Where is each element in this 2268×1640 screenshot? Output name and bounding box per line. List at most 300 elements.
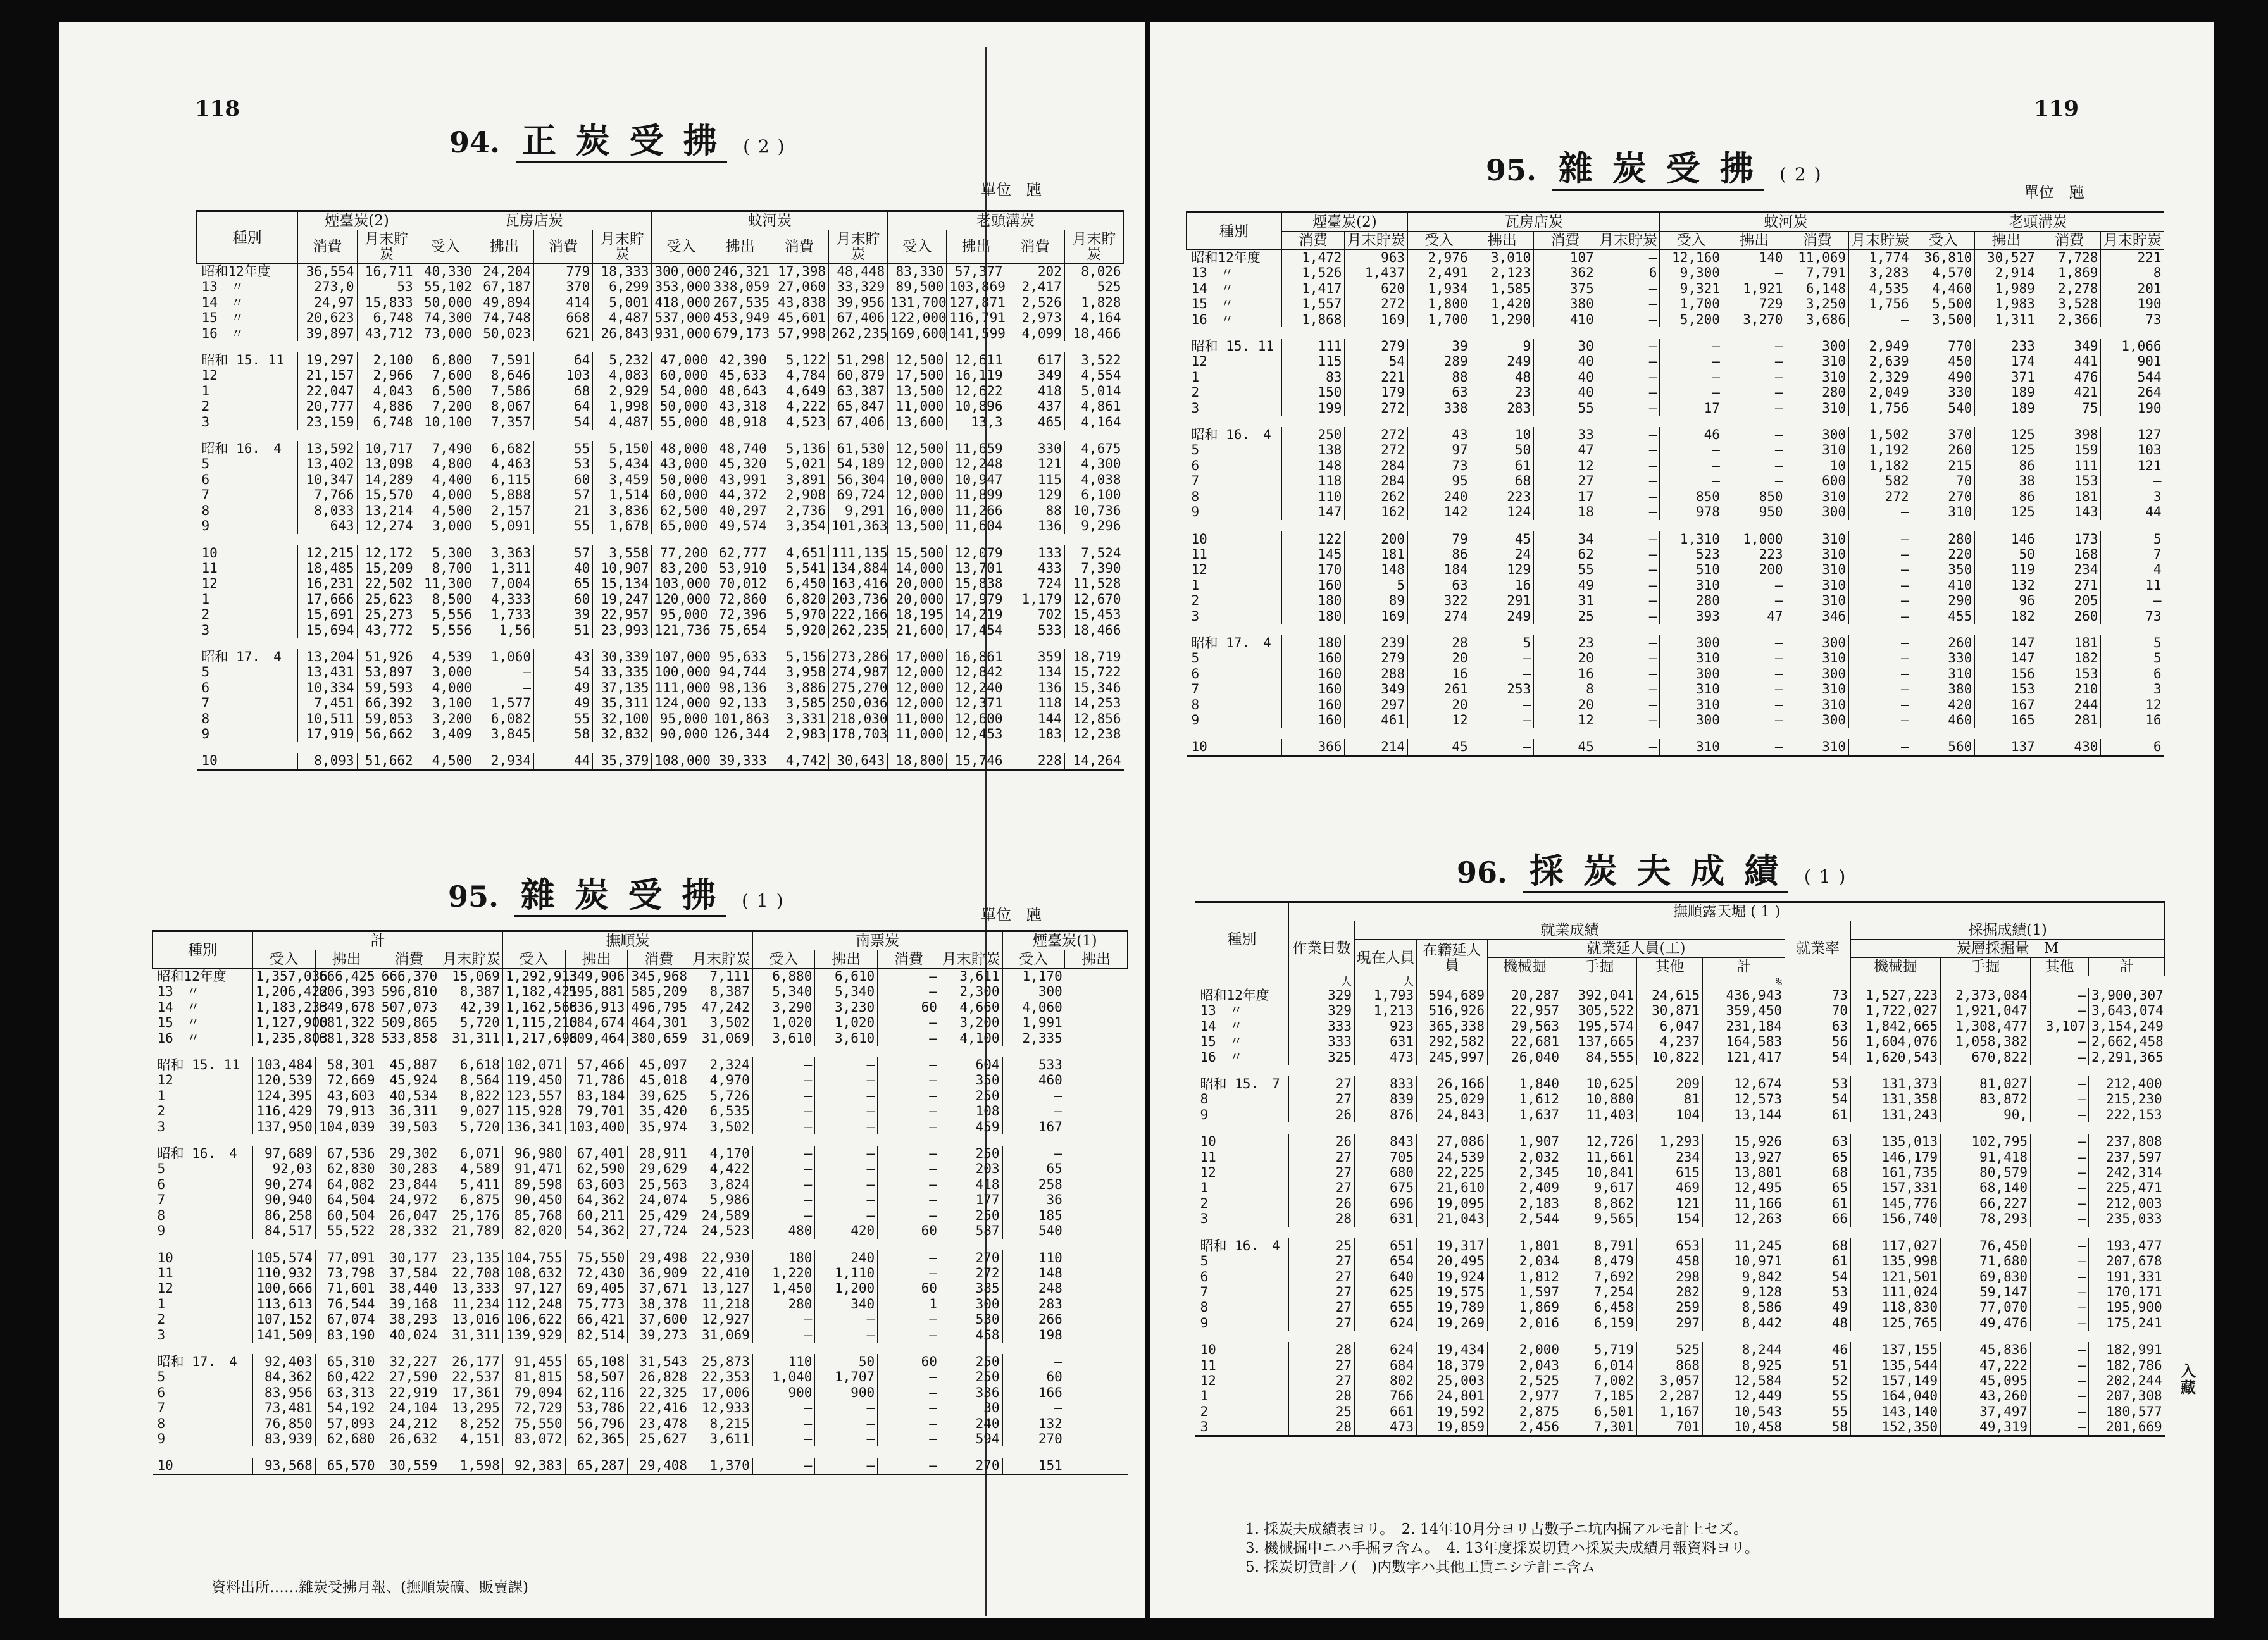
data-cell: 13,214 <box>357 503 416 518</box>
data-cell: 81,027 <box>1941 1076 2031 1091</box>
data-cell: — <box>1849 547 1912 562</box>
data-cell: — <box>475 680 533 695</box>
data-cell: 300 <box>1660 666 1723 681</box>
data-cell: 115,928 <box>502 1103 565 1119</box>
data-cell: 60 <box>1002 1369 1065 1384</box>
data-cell: — <box>1597 339 1660 354</box>
data-cell: 23,993 <box>593 623 652 638</box>
data-cell: — <box>1723 666 1786 681</box>
data-cell: 300,000 <box>652 264 711 280</box>
data-cell: 5,556 <box>416 607 475 622</box>
table-row <box>1187 666 2164 681</box>
data-cell: 11 <box>2101 578 2164 593</box>
row-label: 9 <box>157 1431 166 1446</box>
row-label: 1 <box>201 591 210 607</box>
data-cell: 418 <box>1006 383 1064 399</box>
data-cell: — <box>878 1416 940 1431</box>
data-cell: 1,182,421 <box>502 984 565 999</box>
data-cell: 5,232 <box>593 352 652 368</box>
data-cell: 410 <box>1912 578 1975 593</box>
data-cell: 28,911 <box>628 1146 690 1161</box>
data-cell: 65,287 <box>565 1458 628 1474</box>
data-cell: 225,471 <box>2089 1180 2165 1195</box>
data-cell: 39,273 <box>628 1327 690 1343</box>
data-cell: 37,135 <box>593 680 652 695</box>
data-cell: 35,311 <box>593 695 652 711</box>
row-label: 9 <box>1191 504 1200 520</box>
table-row <box>153 1369 1128 1384</box>
data-cell: 54,362 <box>565 1223 628 1238</box>
data-cell: 62 <box>1534 547 1597 562</box>
data-cell: 4,099 <box>1006 326 1064 341</box>
column-header: 消費 <box>1786 232 1849 250</box>
data-cell: 22,919 <box>378 1385 440 1400</box>
data-cell: — <box>475 664 533 680</box>
data-cell: 525 <box>1064 279 1123 294</box>
table-row <box>1187 416 2164 427</box>
table-row <box>1187 624 2164 635</box>
data-cell: 193,477 <box>2089 1238 2165 1253</box>
data-cell: — <box>878 1031 940 1046</box>
data-cell: 11,899 <box>947 487 1006 502</box>
data-cell: 90,940 <box>253 1192 316 1207</box>
row-label: 2 <box>1191 593 1200 609</box>
table-row <box>153 969 1128 985</box>
data-cell: 43,318 <box>711 399 770 414</box>
data-cell: 83,872 <box>1941 1091 2031 1107</box>
data-cell: 202,244 <box>2089 1373 2165 1388</box>
data-cell: 27 <box>1289 1165 1355 1180</box>
data-cell: 10,880 <box>1562 1091 1637 1107</box>
data-cell: 75,654 <box>711 623 770 638</box>
data-cell: 1,502 <box>1849 427 1912 442</box>
data-cell: 146,179 <box>1851 1150 1941 1165</box>
data-cell: 37,497 <box>1941 1404 2031 1419</box>
data-cell: 5 <box>2101 635 2164 650</box>
data-cell: 17,454 <box>947 623 1006 638</box>
data-cell: 72,860 <box>711 592 770 607</box>
row-label: 13 〃 <box>1200 1003 1243 1019</box>
data-cell: — <box>1660 339 1723 354</box>
data-cell: 118,830 <box>1851 1300 1941 1315</box>
data-cell: 701 <box>1637 1419 1703 1436</box>
row-label: 1 <box>1191 369 1200 385</box>
data-cell: 95,633 <box>711 649 770 664</box>
data-cell: — <box>1723 635 1786 650</box>
data-cell: 310 <box>1912 666 1975 681</box>
data-cell: 57,377 <box>947 264 1006 280</box>
data-cell: 30,559 <box>378 1458 440 1474</box>
data-cell: 469 <box>1637 1180 1703 1195</box>
data-cell: 8,791 <box>1562 1238 1637 1253</box>
table-row <box>197 352 1124 368</box>
data-cell: 3,502 <box>690 1119 753 1134</box>
unit-cell: 人 <box>1289 976 1355 988</box>
table-95-1-title: 95. 雜 炭 受 拂 ( 1 ) <box>448 868 785 917</box>
spacer-cell <box>1187 327 2164 339</box>
data-cell: 61,530 <box>829 441 888 456</box>
data-cell: 50,000 <box>652 472 711 487</box>
data-cell: 5,556 <box>416 623 475 638</box>
data-cell: 53 <box>534 456 593 471</box>
data-cell: 4,170 <box>690 1146 753 1161</box>
data-cell: 595,881 <box>565 984 628 999</box>
data-cell: 223 <box>1471 489 1534 504</box>
data-cell: 69,724 <box>829 487 888 502</box>
data-cell: 266 <box>1002 1312 1065 1327</box>
table-row <box>1187 712 2164 728</box>
table-row <box>197 561 1124 576</box>
data-cell: 300 <box>1786 666 1849 681</box>
column-header: 受入 <box>416 230 475 264</box>
data-cell: 141,509 <box>253 1327 316 1343</box>
data-cell: 24,972 <box>378 1192 440 1207</box>
data-cell: — <box>2031 1358 2089 1373</box>
data-cell: 107,152 <box>253 1312 316 1327</box>
data-cell: 30,177 <box>378 1250 440 1265</box>
data-cell: 101,863 <box>711 711 770 726</box>
data-cell: 48,643 <box>711 383 770 399</box>
data-cell: 27,060 <box>770 279 828 294</box>
data-cell: 1,417 <box>1281 281 1345 296</box>
data-cell: 12,670 <box>1064 592 1123 607</box>
data-cell: 84,555 <box>1562 1050 1637 1065</box>
data-cell: — <box>1849 666 1912 681</box>
data-cell: 359,450 <box>1703 1003 1785 1018</box>
data-cell: 9,128 <box>1703 1284 1785 1300</box>
table-row <box>197 279 1124 294</box>
data-cell: 681,322 <box>315 1015 378 1030</box>
data-cell: 10,334 <box>298 680 357 695</box>
data-cell: 100,666 <box>253 1281 316 1296</box>
data-cell: 12,000 <box>888 456 947 471</box>
data-cell: 2,100 <box>357 352 416 368</box>
data-cell: 131,243 <box>1851 1107 1941 1122</box>
data-cell: — <box>1597 531 1660 547</box>
data-cell: 86 <box>1408 547 1471 562</box>
data-cell: 3,845 <box>475 726 533 742</box>
data-cell: 26,828 <box>628 1369 690 1384</box>
row-label: 15 〃 <box>1191 296 1234 312</box>
table-row <box>1187 354 2164 369</box>
data-cell: 2,335 <box>1002 1031 1065 1046</box>
data-cell: 325 <box>1289 1050 1355 1065</box>
data-cell: 23,135 <box>440 1250 503 1265</box>
table-row <box>153 1015 1128 1030</box>
data-cell: 272 <box>1345 296 1408 311</box>
data-cell: 7,524 <box>1064 545 1123 561</box>
data-cell: 3,363 <box>475 545 533 561</box>
data-cell: 103,484 <box>253 1057 316 1072</box>
data-cell: 310 <box>1660 681 1723 697</box>
data-cell: — <box>1002 1103 1065 1119</box>
data-cell: 3,528 <box>2038 296 2101 311</box>
table-row <box>197 368 1124 383</box>
data-cell: 260 <box>1912 442 1975 457</box>
row-label: 昭和 16. 4 <box>1200 1238 1280 1253</box>
data-cell: 121 <box>1006 456 1064 471</box>
data-cell: 68 <box>534 383 593 399</box>
data-cell: 47 <box>1723 609 1786 624</box>
spacer-cell <box>153 1239 1128 1250</box>
row-label: 11 <box>1200 1149 1216 1165</box>
data-cell: 459 <box>940 1119 1002 1134</box>
data-cell: 533 <box>1002 1057 1065 1072</box>
data-cell: 104 <box>1637 1107 1703 1122</box>
data-cell: 290 <box>1912 593 1975 608</box>
data-cell: 76,850 <box>253 1416 316 1431</box>
data-cell: 77,200 <box>652 545 711 561</box>
data-cell: 166 <box>1002 1385 1065 1400</box>
table-row <box>1187 593 2164 608</box>
data-cell: 13,927 <box>1703 1150 1785 1165</box>
table-row <box>197 753 1124 769</box>
data-cell: 142 <box>1408 504 1471 519</box>
data-cell: — <box>1660 458 1723 473</box>
data-cell: 22,502 <box>357 576 416 591</box>
data-cell: 200 <box>1723 562 1786 577</box>
column-header: 月末貯炭 <box>829 230 888 264</box>
data-cell: 49,319 <box>1941 1419 2031 1436</box>
data-cell: 7,004 <box>475 576 533 591</box>
data-cell: 3,900,307 <box>2089 988 2165 1003</box>
data-cell: 2,544 <box>1488 1211 1562 1226</box>
column-subgroup-header: 就業延人員(工) <box>1488 940 1785 958</box>
data-cell: 12,573 <box>1703 1091 1785 1107</box>
unit-cell: % <box>1703 976 1785 988</box>
data-cell: 809,464 <box>565 1031 628 1046</box>
data-cell: 12,500 <box>888 352 947 368</box>
data-cell: 124,000 <box>652 695 711 711</box>
data-cell: 45,097 <box>628 1057 690 1072</box>
data-cell: 392,041 <box>1562 988 1637 1003</box>
data-cell: 45,018 <box>628 1072 690 1088</box>
data-cell: — <box>1597 442 1660 457</box>
data-cell: 135,013 <box>1851 1134 1941 1149</box>
data-cell: — <box>752 1416 815 1431</box>
data-cell: 19,924 <box>1417 1269 1488 1284</box>
data-cell: 12,172 <box>357 545 416 561</box>
data-cell: 1,127,900 <box>253 1015 316 1030</box>
data-cell: 93,568 <box>253 1458 316 1474</box>
data-cell: — <box>878 1431 940 1446</box>
data-cell: 18,466 <box>1064 623 1123 638</box>
data-cell: 2,123 <box>1471 265 1534 280</box>
data-cell: 833 <box>1355 1076 1417 1091</box>
data-cell: 631 <box>1355 1211 1417 1226</box>
data-cell: 132 <box>1975 578 2038 593</box>
data-cell: 248 <box>1002 1281 1065 1296</box>
data-cell: 76,544 <box>315 1296 378 1312</box>
data-cell: 450 <box>1912 354 1975 369</box>
table-95-1 <box>152 930 1128 1475</box>
data-cell: 310 <box>1660 739 1723 755</box>
table-row <box>1195 1419 2165 1436</box>
unit-cell <box>1488 976 1562 988</box>
data-cell: 3,057 <box>1637 1373 1703 1388</box>
row-label: 12 <box>1191 562 1207 578</box>
row-label: 15 〃 <box>157 1015 200 1031</box>
data-cell: 21,789 <box>440 1223 503 1238</box>
data-cell: 1,934 <box>1408 281 1471 296</box>
row-label: 14 〃 <box>157 999 200 1015</box>
data-cell: 24,843 <box>1417 1107 1488 1122</box>
data-cell: 38,440 <box>378 1281 440 1296</box>
data-cell: — <box>1660 370 1723 385</box>
row-label: 7 <box>1191 681 1200 697</box>
data-cell: — <box>2031 1107 2089 1122</box>
data-cell: 40 <box>1534 354 1597 369</box>
data-cell: — <box>2031 1165 2089 1180</box>
data-cell: 2,016 <box>1488 1315 1562 1331</box>
data-cell: 48 <box>1471 370 1534 385</box>
data-cell: — <box>1660 442 1723 457</box>
row-label: 昭和12年度 <box>1200 988 1269 1003</box>
data-cell: — <box>1660 385 1723 400</box>
data-cell: 37,600 <box>628 1312 690 1327</box>
data-cell: 7,586 <box>475 383 533 399</box>
data-cell: 62,590 <box>565 1161 628 1176</box>
data-cell: 77,091 <box>315 1250 378 1265</box>
data-cell: 8,646 <box>475 368 533 383</box>
data-cell: 73,481 <box>253 1400 316 1415</box>
data-cell: 1,801 <box>1488 1238 1562 1253</box>
data-cell: 195,900 <box>2089 1300 2165 1315</box>
data-cell: 120,539 <box>253 1072 316 1088</box>
data-cell: 19,859 <box>1417 1419 1488 1436</box>
data-cell: — <box>2031 1315 2089 1331</box>
column-group-header: 採掘成績(1) <box>1851 921 2165 940</box>
column-group-header: 煙臺炭(2) <box>1281 213 1407 232</box>
data-cell: 45,320 <box>711 456 770 471</box>
data-cell: 679,173 <box>711 326 770 341</box>
data-cell: 3 <box>2101 681 2164 697</box>
data-cell: 180 <box>752 1250 815 1265</box>
data-cell: 14,264 <box>1064 753 1123 769</box>
data-cell: 1,066 <box>2101 339 2164 354</box>
data-cell: 43,603 <box>315 1088 378 1103</box>
table-row <box>1195 1300 2165 1315</box>
data-cell: 3,154,249 <box>2089 1019 2165 1034</box>
data-cell: 310 <box>1786 489 1849 504</box>
data-cell: 18 <box>1534 504 1597 519</box>
data-cell: — <box>1723 265 1786 280</box>
data-cell: 65,000 <box>652 518 711 533</box>
table-row <box>153 1223 1128 1238</box>
data-cell: 95 <box>1408 473 1471 488</box>
data-cell: 17,398 <box>770 264 828 280</box>
table-row <box>197 341 1124 352</box>
data-cell: 169,600 <box>888 326 947 341</box>
data-cell: 13,431 <box>298 664 357 680</box>
data-cell: 35,379 <box>593 753 652 769</box>
table-row <box>153 1265 1128 1281</box>
data-cell: 12,453 <box>947 726 1006 742</box>
data-cell: 246,321 <box>711 264 770 280</box>
unit-label: 單位 瓲 <box>981 181 1042 199</box>
data-cell: 45,601 <box>770 310 828 325</box>
data-cell: 209 <box>1637 1076 1703 1091</box>
data-cell: 350 <box>940 1072 1002 1088</box>
data-cell: 24,074 <box>628 1192 690 1207</box>
data-cell: — <box>815 1192 878 1207</box>
data-cell: 322 <box>1408 593 1471 608</box>
data-cell: 57,998 <box>770 326 828 341</box>
data-cell: 55 <box>1785 1404 1851 1419</box>
data-cell: 164,583 <box>1703 1034 1785 1049</box>
row-label: 15 〃 <box>201 310 244 326</box>
data-cell: 179 <box>1345 385 1408 400</box>
data-cell: 6,299 <box>593 279 652 294</box>
data-cell: 496,795 <box>628 1000 690 1015</box>
data-cell: 46 <box>1785 1342 1851 1357</box>
row-label: 7 <box>157 1192 166 1208</box>
data-cell: 63,313 <box>315 1385 378 1400</box>
data-cell: 4,800 <box>416 456 475 471</box>
data-cell: 2,525 <box>1488 1373 1562 1388</box>
data-cell: 134,884 <box>829 561 888 576</box>
data-cell: 72,729 <box>502 1400 565 1415</box>
data-cell: 779 <box>534 264 593 280</box>
column-header: 月末貯炭 <box>593 230 652 264</box>
data-cell: 11,604 <box>947 518 1006 533</box>
data-cell: 54 <box>1785 1050 1851 1065</box>
data-cell: 205 <box>2038 593 2101 608</box>
data-cell: 1,756 <box>1849 401 1912 416</box>
data-cell: 180 <box>1281 593 1345 608</box>
data-cell: 189 <box>1975 401 2038 416</box>
data-cell: 1,167 <box>1637 1404 1703 1419</box>
row-label: 12 <box>1191 354 1207 370</box>
data-cell: 2,032 <box>1488 1150 1562 1165</box>
table-row <box>197 664 1124 680</box>
data-cell: 476 <box>2038 370 2101 385</box>
data-cell: 310 <box>1786 697 1849 712</box>
data-cell: 283 <box>1002 1296 1065 1312</box>
data-cell: — <box>1723 578 1786 593</box>
data-cell: 25,029 <box>1417 1091 1488 1107</box>
super-group-header: 撫順露天堀 ( 1 ) <box>1289 902 2165 921</box>
data-cell: 681,328 <box>315 1031 378 1046</box>
data-cell: — <box>752 1103 815 1119</box>
data-cell: 73 <box>1785 988 1851 1003</box>
spacer-cell <box>1195 1122 2165 1134</box>
data-cell: — <box>878 1369 940 1384</box>
data-cell: — <box>752 1119 815 1134</box>
data-cell: 560 <box>1912 739 1975 755</box>
data-cell: 27 <box>1289 1076 1355 1091</box>
data-cell: 68 <box>1785 1238 1851 1253</box>
data-cell: 2,966 <box>357 368 416 383</box>
data-cell: 9,300 <box>1660 265 1723 280</box>
data-cell: 245,997 <box>1417 1050 1488 1065</box>
data-cell: 136 <box>1006 518 1064 533</box>
data-cell: 73 <box>2101 609 2164 624</box>
table-row <box>1187 697 2164 712</box>
data-cell: 12,000 <box>888 680 947 695</box>
data-cell: 2,049 <box>1849 385 1912 400</box>
data-cell: 66,392 <box>357 695 416 711</box>
row-label: 14 〃 <box>201 294 244 310</box>
data-cell: 61 <box>1471 458 1534 473</box>
data-cell: — <box>1597 473 1660 488</box>
row-label: 3 <box>157 1327 166 1343</box>
data-cell: 1,56 <box>475 623 533 638</box>
data-cell: 350 <box>1912 562 1975 577</box>
data-cell: 8,026 <box>1064 264 1123 280</box>
table-row <box>1195 1150 2165 1165</box>
data-cell: 696 <box>1355 1196 1417 1211</box>
